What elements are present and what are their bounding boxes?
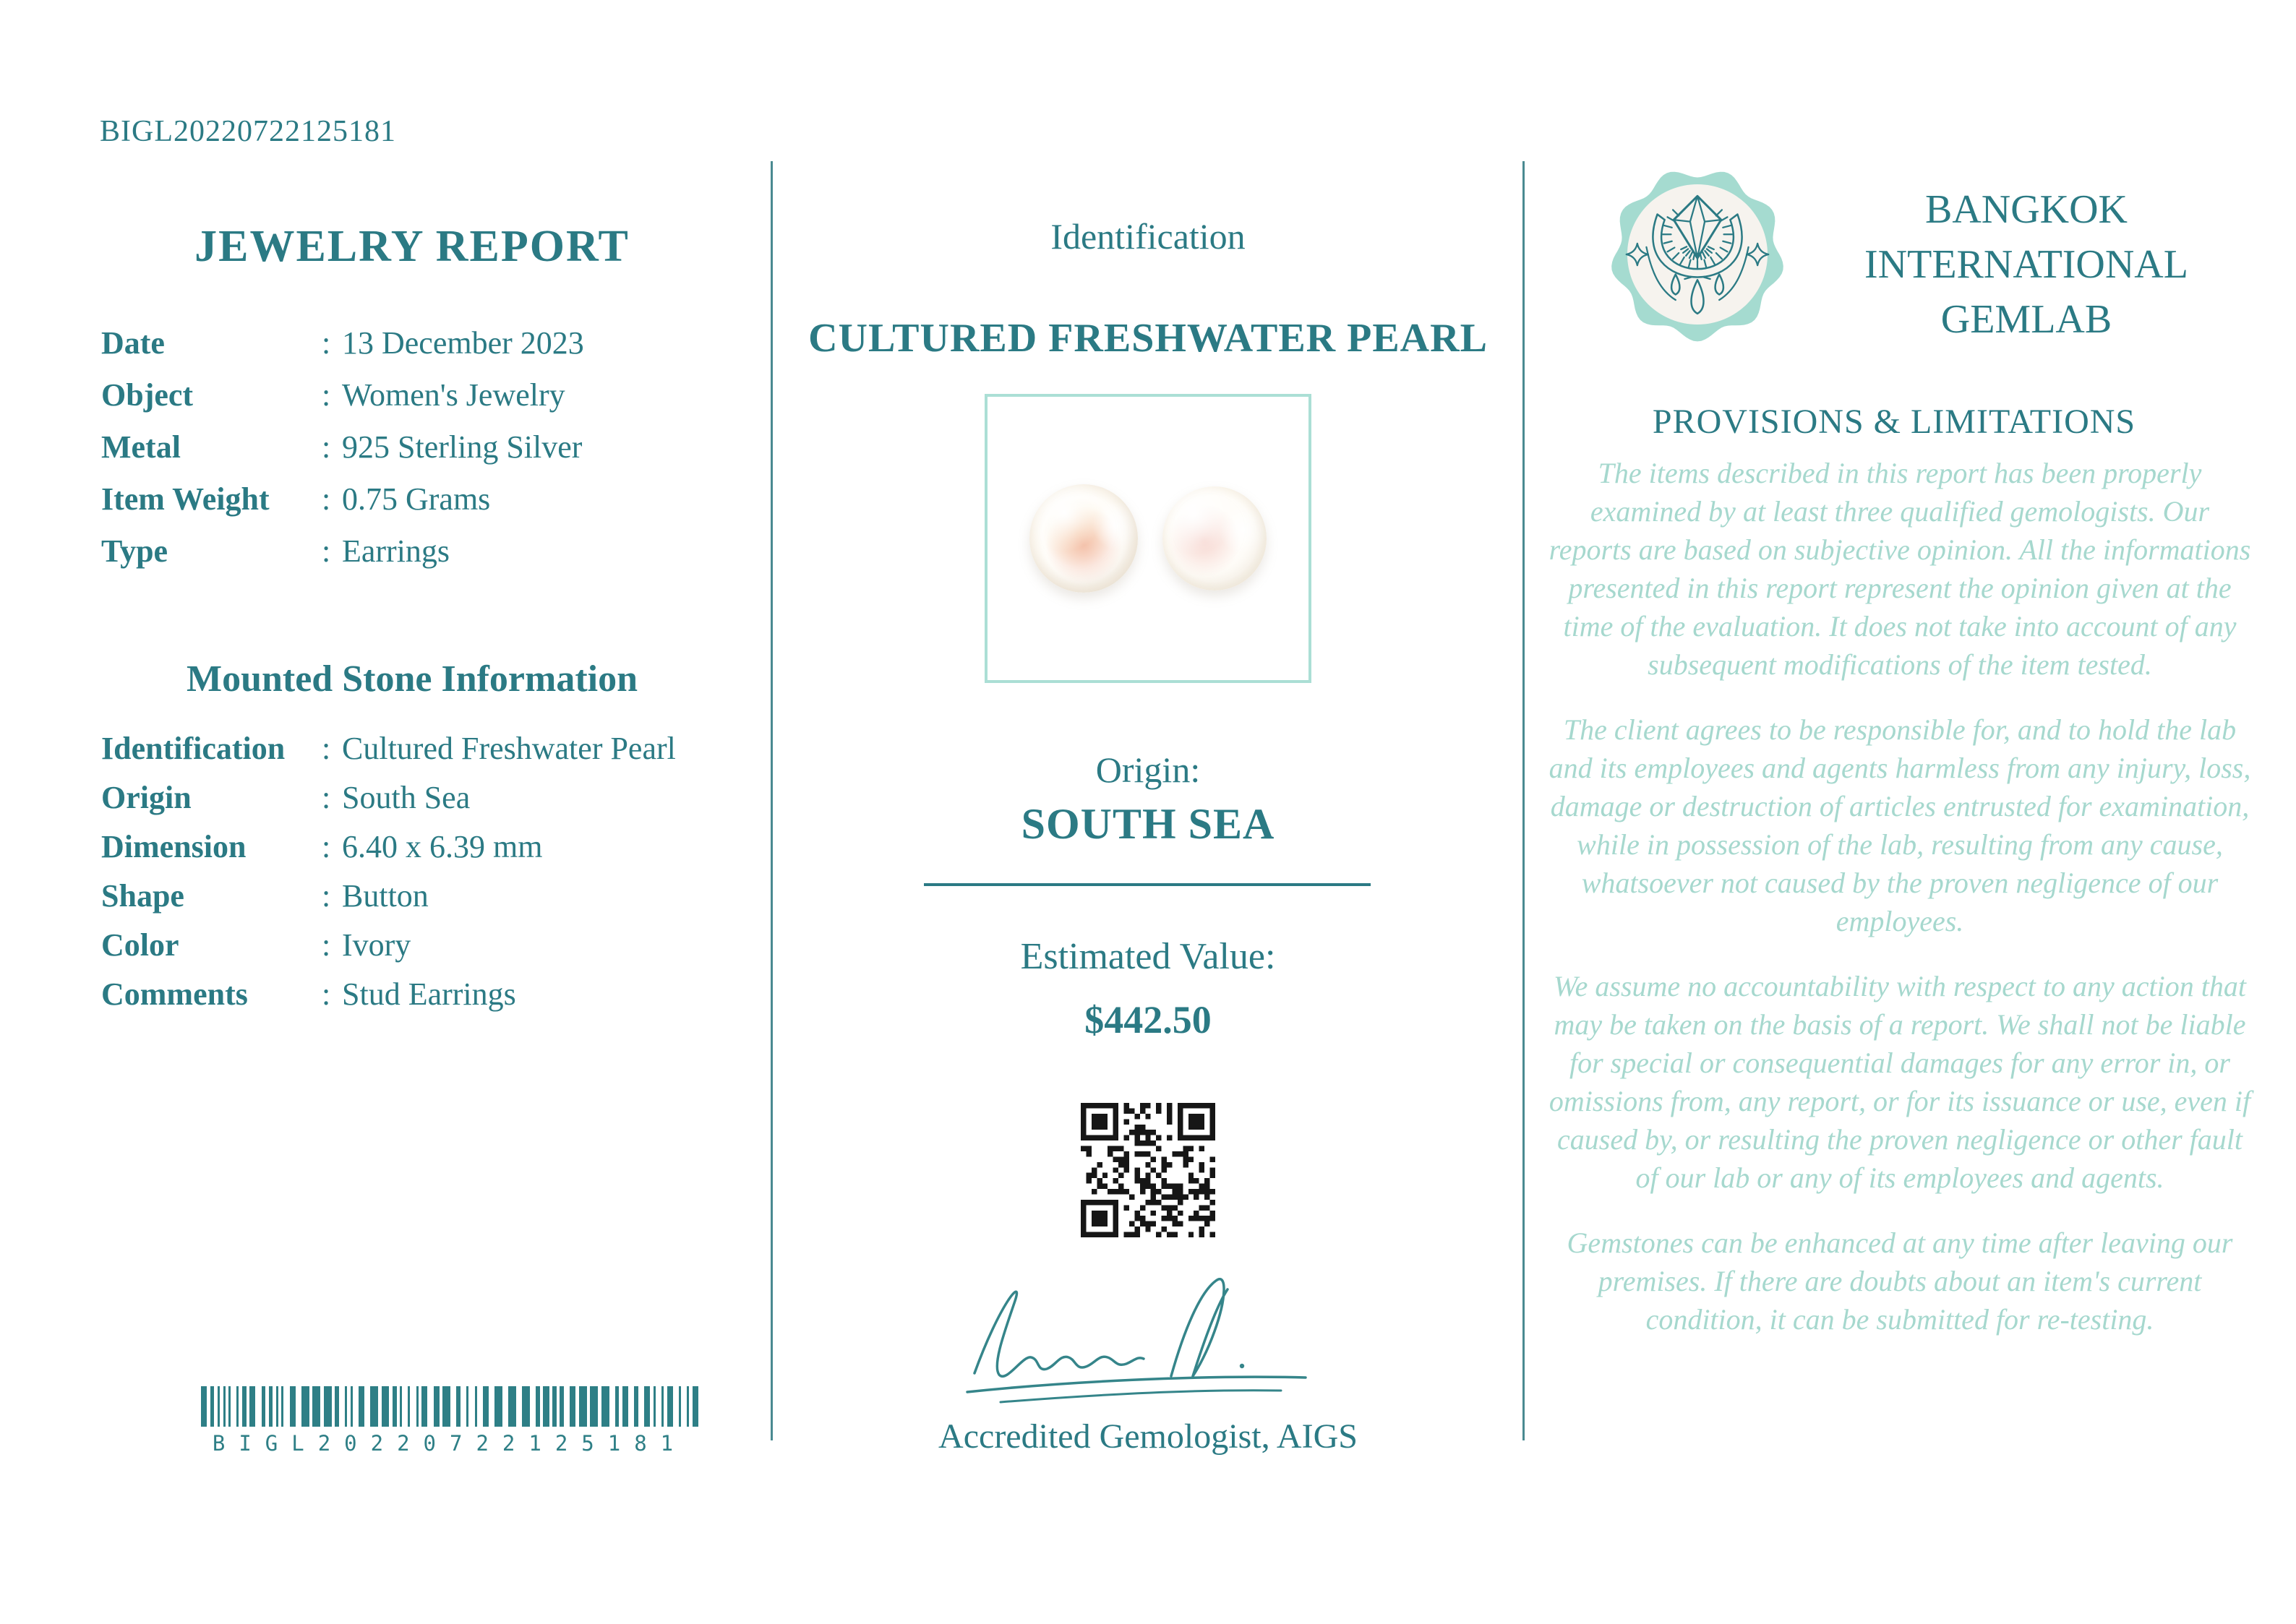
mounted-stone-title: Mounted Stone Information xyxy=(186,658,638,700)
pearl-image-left xyxy=(1029,484,1138,593)
signature-caption: Accredited Gemologist, AIGS xyxy=(938,1417,1358,1456)
field-value: South Sea xyxy=(342,780,471,815)
org-name-line: BANGKOK xyxy=(1925,187,2128,232)
report-number: BIGL20220722125181 xyxy=(100,115,396,148)
field-label: Item Weight xyxy=(101,481,270,517)
table-row xyxy=(101,535,752,568)
table-row xyxy=(101,781,766,815)
field-colon: : xyxy=(322,533,331,569)
field-colon: : xyxy=(322,780,331,815)
field-label: Comments xyxy=(101,976,248,1012)
stone-fields-table xyxy=(101,732,766,1011)
item-fields-table xyxy=(101,327,752,568)
gem-photo xyxy=(985,394,1311,683)
gemlab-logo xyxy=(1606,163,1789,345)
estimated-value-label: Estimated Value: xyxy=(1020,936,1276,977)
provisions-paragraphs xyxy=(1548,454,2251,1365)
table-row xyxy=(101,379,752,412)
table-row xyxy=(101,830,766,864)
field-label: Identification xyxy=(101,731,286,766)
field-value: Cultured Freshwater Pearl xyxy=(342,731,676,766)
field-value: Ivory xyxy=(342,927,411,963)
field-colon: : xyxy=(322,325,331,361)
field-label: Color xyxy=(101,927,179,963)
field-colon: : xyxy=(322,976,331,1012)
field-label: Object xyxy=(101,377,194,413)
separator-line xyxy=(924,883,1371,886)
org-name xyxy=(1804,182,2248,347)
barcode-bars xyxy=(201,1386,698,1427)
field-colon: : xyxy=(322,481,331,517)
table-row xyxy=(101,431,752,464)
field-value: Button xyxy=(342,878,429,914)
table-row xyxy=(101,880,766,913)
field-value: 925 Sterling Silver xyxy=(342,429,583,465)
identification-section-label: Identification xyxy=(1050,216,1246,257)
field-value: Stud Earrings xyxy=(342,976,516,1012)
provisions-paragraph: We assume no accountability with respect to any action that may be taken on the basis of a report. We shall not be liable for special or consequential damages for any error in, or omissions from, any report, or for its issuance or use, even if caused by, or resulting the proven negligence or other fault of our lab or any of its employees and agents. xyxy=(1548,970,2251,1194)
field-label: Date xyxy=(101,325,165,361)
field-label: Metal xyxy=(101,429,181,465)
qr-code xyxy=(1081,1103,1215,1237)
field-label: Type xyxy=(101,533,168,569)
org-name-line: GEMLAB xyxy=(1940,297,2112,342)
field-colon: : xyxy=(322,829,331,864)
origin-label: Origin: xyxy=(1095,749,1201,790)
field-colon: : xyxy=(322,878,331,914)
field-label: Shape xyxy=(101,878,184,914)
org-name-line: INTERNATIONAL xyxy=(1864,242,2188,287)
signature-underline xyxy=(1001,1391,1281,1402)
field-label: Dimension xyxy=(101,829,247,864)
table-row xyxy=(101,483,752,516)
field-colon: : xyxy=(322,731,331,766)
field-label: Origin xyxy=(101,780,192,815)
field-value: 6.40 x 6.39 mm xyxy=(342,829,543,864)
table-row xyxy=(101,929,766,962)
field-value: 0.75 Grams xyxy=(342,481,491,517)
field-colon: : xyxy=(322,429,331,465)
signature-stroke xyxy=(1171,1279,1228,1376)
barcode xyxy=(201,1386,698,1456)
provisions-title: PROVISIONS & LIMITATIONS xyxy=(1652,403,2136,441)
field-value: Earrings xyxy=(342,533,450,569)
table-row xyxy=(101,327,752,360)
provisions-paragraph: The client agrees to be responsible for, and to hold the lab and its employees and agents harmless from any injury, loss, damage or destruction of articles entrusted for examination, while in possession of the lab, resulting from any cause, whatsoever not caused by the proven negligence of our employees. xyxy=(1548,713,2251,937)
provisions-paragraph: The items described in this report has been properly examined by at least three qualified gemologists. Our reports are based on subjective opinion. All the informations presented in this report represent the opinion given at the time of the evaluation. It does not take into account of any subsequent modifications of the item tested. xyxy=(1548,457,2251,681)
field-value: 13 December 2023 xyxy=(342,325,584,361)
pearl-image-right xyxy=(1162,486,1267,590)
signature-dot xyxy=(1240,1364,1244,1368)
identified-gem-name: CULTURED FRESHWATER PEARL xyxy=(808,316,1488,361)
field-colon: : xyxy=(322,377,331,413)
field-colon: : xyxy=(322,927,331,963)
gemologist-signature xyxy=(947,1263,1352,1419)
origin-value: SOUTH SEA xyxy=(1021,800,1275,848)
table-row xyxy=(101,732,766,765)
provisions-paragraph: Gemstones can be enhanced at any time after leaving our premises. If there are doubts about an item's current condition, it can be submitted for re-testing. xyxy=(1567,1226,2233,1336)
estimated-value-amount: $442.50 xyxy=(1084,998,1212,1041)
jewelry-report-title: JEWELRY REPORT xyxy=(194,222,630,271)
signature-stroke xyxy=(974,1292,1144,1376)
barcode-text: BIGL20220722125181 xyxy=(212,1431,687,1456)
table-row xyxy=(101,978,766,1011)
field-value: Women's Jewelry xyxy=(342,377,565,413)
